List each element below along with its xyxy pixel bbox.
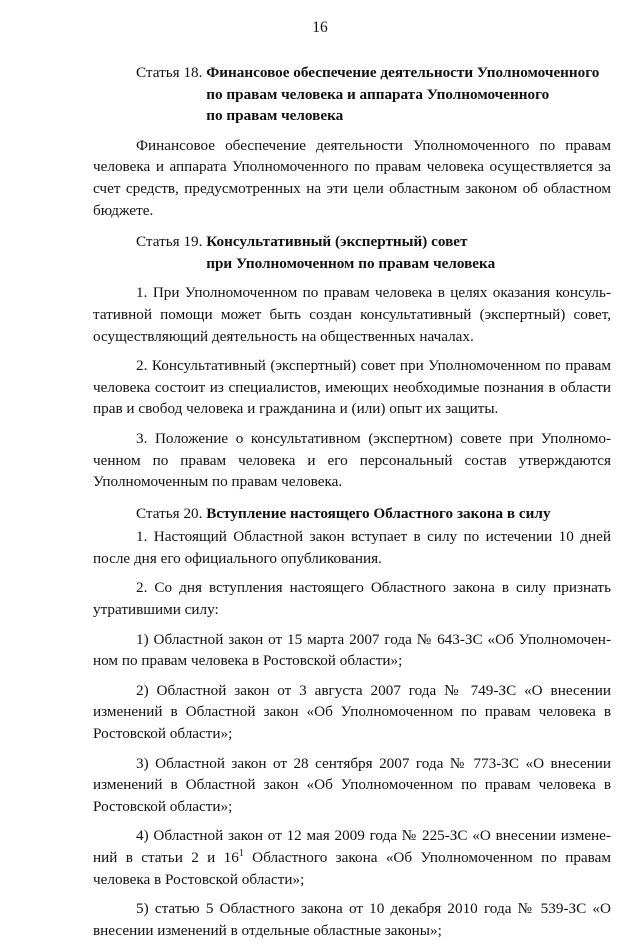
article-title-line: Вступление настоящего Областного закона в силу xyxy=(206,504,551,522)
article-title-line: по правам человека и аппарата Уполномоченного xyxy=(206,85,550,103)
article-number: Статья 19. xyxy=(136,233,207,251)
superscript: 1 xyxy=(238,847,244,859)
article-title xyxy=(206,231,495,274)
page-number: 16 xyxy=(312,19,328,36)
list-item: 1) Областной закон от 15 марта 2007 года № 643-ЗС «Об Уполномоченном по правам человека в Ростовской области»; xyxy=(93,630,611,670)
list-item-text: 4) Областной закон от 12 мая 2009 года № 225-ЗС «О внесении изменений в статьи 2 и 16 xyxy=(93,827,611,866)
article-title xyxy=(206,62,599,127)
article-number: Статья 20. xyxy=(136,504,207,522)
paragraph: 1. Настоящий Областной закон вступает в силу по истечении 10 дней после дня его официального опубликования. xyxy=(93,528,611,567)
paragraph: 3. Положение о консультативном (экспертном) совете при Уполномоченном по правам человека и его персональный состав утверждаются Уполномоченным по правам человека. xyxy=(93,429,611,491)
list-item-text: Областного закона «Об Уполномоченном по правам человека в Ростовской области»; xyxy=(93,849,611,888)
list-item: 2) Областной закон от 3 августа 2007 года № 749-ЗС «О внесении изменений в Областной закон «Об Уполномоченном по правам человека в Ростовской области»; xyxy=(93,681,611,743)
paragraph: 2. Со дня вступления настоящего Областного закона в силу признать утратившими силу: xyxy=(93,579,611,619)
article-title xyxy=(206,503,550,525)
document-body xyxy=(93,62,611,951)
paragraph: Финансовое обеспечение деятельности Уполномоченного по правам человека и аппарата Уполномоченного по правам человека осуществляется за счет средств, предусмотренных на эти цели областным законом об областном бюджете. xyxy=(93,136,611,219)
paragraph: 2. Консультативный (экспертный) совет при Уполномоченном по правам человека состоит из специалистов, имеющих необходимые познания в области прав и свобод человека и гражданина и (или) опыт их защиты. xyxy=(93,357,611,418)
list-item: 3) Областной закон от 28 сентября 2007 года № 773-ЗС «О внесении изменений в Областной закон «Об Уполномоченном по правам человека в Ростовской области»; xyxy=(93,754,611,815)
article-title-line: по правам человека xyxy=(206,107,344,125)
article-20 xyxy=(93,503,611,942)
article-number: Статья 18. xyxy=(136,64,207,81)
article-title-line: Финансовое обеспечение деятельности Уполномоченного xyxy=(206,64,600,81)
paragraph: 1. При Уполномоченном по правам человека в целях оказания консультативной помощи может быть создан консультативный (экспертный) совет, осуществляющий деятельность на общественных началах. xyxy=(93,284,611,345)
article-heading xyxy=(93,62,611,127)
article-19 xyxy=(93,231,611,493)
article-title-line: при Уполномоченном по правам человека xyxy=(206,254,496,272)
list-item xyxy=(93,825,611,890)
article-heading xyxy=(93,503,611,525)
article-heading xyxy=(93,231,611,274)
article-18 xyxy=(93,62,611,221)
article-title-line: Консультативный (экспертный) совет xyxy=(206,233,468,251)
list-item: 5) статью 5 Областного закона от 10 декабря 2010 года № 539-ЗС «О внесении изменений в отдельные областные законы»; xyxy=(93,900,611,939)
